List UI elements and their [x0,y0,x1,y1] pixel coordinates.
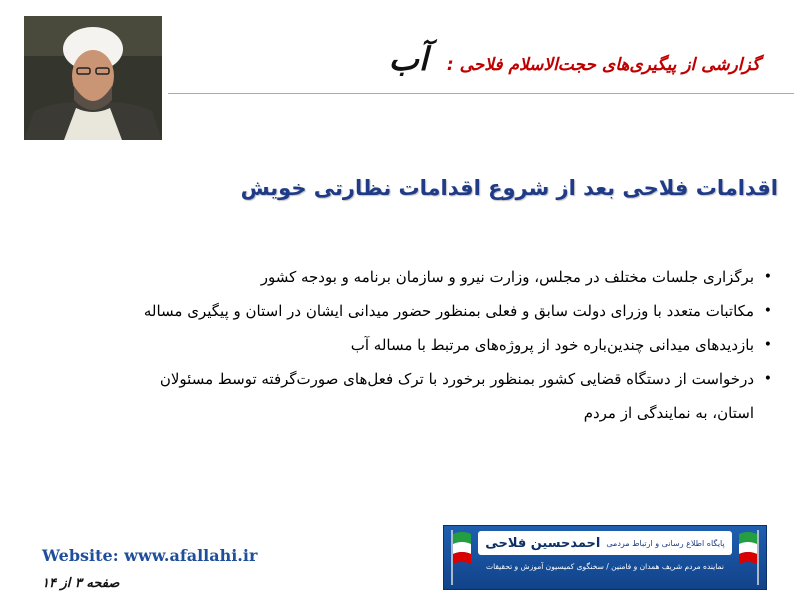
bullet-dot-icon: • [763,337,772,353]
list-item-text: بازدیدهای میدانی چندین‌باره خود از پروژه‌های مرتبط با مساله آب [350,336,754,354]
header-title [180,40,760,78]
list-item-text-line2: استان، به نمایندگی از مردم [583,404,754,422]
header-topic: آب [388,40,428,78]
list-item [20,328,780,362]
iran-flag-icon [450,530,472,585]
bullet-list [20,260,780,430]
page-number: صفحه ۳ از ۱۴ [42,576,120,591]
bullet-dot-icon: • [763,371,772,387]
bullet-dot-icon: • [763,303,772,319]
list-item [20,294,780,328]
header-divider [168,93,794,94]
brand-banner [443,525,767,590]
list-item-text: برگزاری جلسات مختلف در مجلس، وزارت نیرو و سازمان برنامه و بودجه کشور [260,268,754,286]
bullet-dot-icon: • [763,269,772,285]
banner-name: احمدحسین فلاحی [485,535,601,551]
banner-band [478,531,732,555]
banner-tagline: پایگاه اطلاع رسانی و ارتباط مردمی [606,538,725,548]
section-title: اقدامات فلاحی بعد از شروع اقدامات نظارتی خویش [240,176,778,200]
iran-flag-icon [738,530,760,585]
list-item-text: مکاتبات متعدد با وزرای دولت سابق و فعلی بمنظور حضور میدانی ایشان در استان و پیگیری مساله [143,302,754,320]
banner-subtitle: نماینده مردم شریف همدان و فامنین / سخنگوی کمیسیون آموزش و تحقیقات [486,562,724,571]
list-item [20,362,780,430]
header-subtitle: گزارشی از پیگیری‌های حجت‌الاسلام فلاحی : [446,55,760,75]
speaker-photo [24,16,162,140]
list-item [20,260,780,294]
website-link[interactable]: Website: www.afallahi.ir [42,546,258,565]
list-item-text-line1: درخواست از دستگاه قضایی کشور بمنظور برخورد با ترک فعل‌های صورت‌گرفته توسط مسئولان [159,370,754,388]
